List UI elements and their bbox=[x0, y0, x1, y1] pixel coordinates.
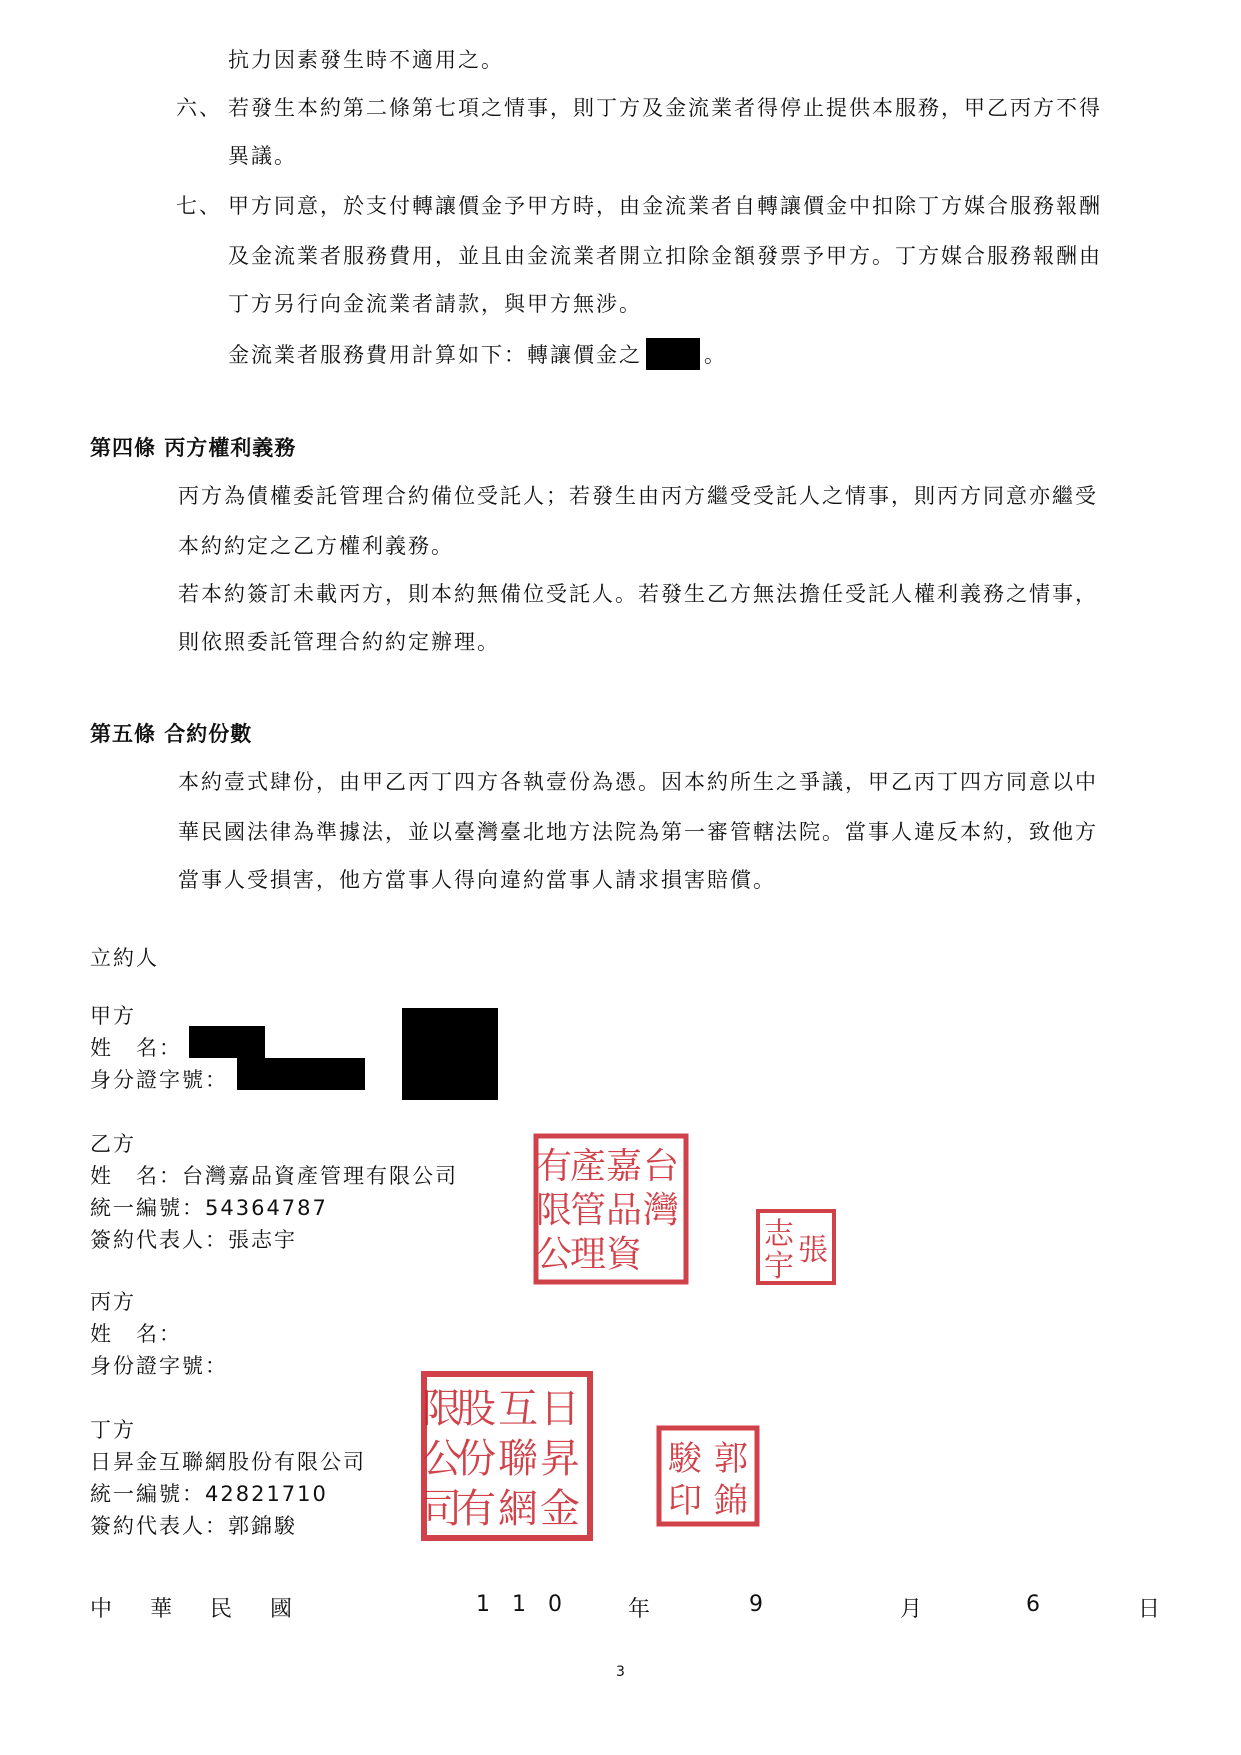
clause-line: 抗力因素發生時不適用之。 bbox=[228, 48, 504, 72]
article-5-line: 華民國法律為準據法，並以臺灣臺北地方法院為第一審管轄法院。當事人違反本約，致他方 bbox=[178, 820, 1098, 844]
party-b-company-seal-icon bbox=[532, 1132, 692, 1288]
svg-text:限: 限 bbox=[535, 1190, 573, 1231]
party-d-tax-id: 統一編號：42821710 bbox=[90, 1482, 328, 1506]
date-char: 中 bbox=[90, 1597, 113, 1622]
fee-line bbox=[228, 338, 727, 370]
svg-text:日: 日 bbox=[540, 1386, 580, 1432]
svg-text:資: 資 bbox=[605, 1234, 643, 1275]
party-c-id-label: 身份證字號： bbox=[90, 1354, 228, 1378]
date-day-label: 日 bbox=[1138, 1597, 1161, 1622]
svg-text:台: 台 bbox=[642, 1146, 680, 1187]
party-a-seal-redaction bbox=[402, 1008, 498, 1100]
date-month-label: 月 bbox=[900, 1597, 923, 1622]
svg-text:公: 公 bbox=[422, 1436, 462, 1482]
svg-text:有: 有 bbox=[456, 1486, 496, 1532]
article-4-line: 本約約定之乙方權利義務。 bbox=[178, 534, 454, 558]
svg-text:嘉: 嘉 bbox=[605, 1146, 643, 1187]
svg-text:灣: 灣 bbox=[642, 1190, 680, 1231]
svg-text:網: 網 bbox=[498, 1486, 538, 1532]
svg-text:產: 產 bbox=[569, 1146, 607, 1187]
date-char: 民 bbox=[210, 1597, 233, 1622]
article-4-line: 則依照委託管理合約約定辦理。 bbox=[178, 630, 500, 654]
party-a-id-label: 身分證字號： bbox=[90, 1068, 228, 1092]
party-d-company: 日昇金互聯網股份有限公司 bbox=[90, 1450, 366, 1474]
svg-text:駿: 駿 bbox=[668, 1439, 702, 1479]
article-5-line: 當事人受損害，他方當事人得向違約當事人請求損害賠償。 bbox=[178, 868, 776, 892]
svg-text:互: 互 bbox=[498, 1386, 538, 1432]
party-a-name-redaction bbox=[189, 1026, 265, 1058]
item-6-line: 若發生本約第二條第七項之情事，則丁方及金流業者得停止提供本服務，甲乙丙方不得 bbox=[228, 96, 1102, 120]
svg-text:理: 理 bbox=[569, 1234, 607, 1275]
svg-text:聯: 聯 bbox=[498, 1436, 538, 1482]
svg-text:份: 份 bbox=[456, 1436, 496, 1482]
svg-text:錦: 錦 bbox=[714, 1481, 748, 1521]
party-a-id-redaction bbox=[237, 1058, 365, 1090]
party-d-company-seal-icon bbox=[420, 1370, 596, 1544]
item-7-line: 甲方同意，於支付轉讓價金予甲方時，由金流業者自轉讓價金中扣除丁方媒合服務報酬 bbox=[228, 194, 1102, 218]
party-d-label: 丁方 bbox=[90, 1418, 136, 1442]
date-year-digit: 0 bbox=[548, 1592, 562, 1617]
svg-text:志: 志 bbox=[764, 1217, 794, 1252]
svg-text:張: 張 bbox=[798, 1233, 828, 1268]
date-year-label: 年 bbox=[628, 1597, 651, 1622]
date-year-digit: 1 bbox=[512, 1592, 526, 1617]
article-4-line: 若本約簽訂未載丙方，則本約無備位受託人。若發生乙方無法擔任受託人權利義務之情事， bbox=[178, 582, 1098, 606]
page-number: 3 bbox=[616, 1664, 625, 1680]
item-6-marker: 六、 bbox=[176, 96, 222, 120]
svg-text:公: 公 bbox=[535, 1234, 573, 1275]
party-c-name-label: 姓 名： bbox=[90, 1322, 182, 1346]
svg-text:印: 印 bbox=[668, 1481, 702, 1521]
party-b-representative: 簽約代表人：張志宇 bbox=[90, 1228, 297, 1252]
svg-text:管: 管 bbox=[569, 1190, 607, 1231]
party-b-name: 姓 名：台灣嘉品資產管理有限公司 bbox=[90, 1164, 458, 1188]
party-d-rep-seal-icon bbox=[655, 1424, 761, 1528]
date-char: 華 bbox=[150, 1597, 173, 1622]
date-day: 6 bbox=[1026, 1592, 1040, 1617]
date-month: 9 bbox=[749, 1592, 763, 1617]
fee-line-suffix: 。 bbox=[704, 343, 727, 367]
date-char: 國 bbox=[270, 1597, 293, 1622]
party-b-rep-seal-icon bbox=[755, 1208, 837, 1286]
date-year-digit: 1 bbox=[476, 1592, 490, 1617]
article-4-line: 丙方為債權委託管理合約備位受託人；若發生由丙方繼受受託人之情事，則丙方同意亦繼受 bbox=[178, 484, 1098, 508]
party-a-name-label: 姓 名： bbox=[90, 1036, 182, 1060]
svg-text:郭: 郭 bbox=[714, 1439, 748, 1479]
svg-text:昇: 昇 bbox=[540, 1436, 580, 1482]
item-7-line: 丁方另行向金流業者請款，與甲方無涉。 bbox=[228, 292, 642, 316]
article-5-line: 本約壹式肆份，由甲乙丙丁四方各執壹份為憑。因本約所生之爭議，甲乙丙丁四方同意以中 bbox=[178, 770, 1098, 794]
item-6-line: 異議。 bbox=[228, 144, 297, 168]
svg-text:有: 有 bbox=[535, 1146, 573, 1187]
party-c-label: 丙方 bbox=[90, 1290, 136, 1314]
svg-text:股: 股 bbox=[456, 1386, 496, 1432]
item-7-marker: 七、 bbox=[176, 194, 222, 218]
signatories-title: 立約人 bbox=[90, 946, 159, 970]
item-7-line: 及金流業者服務費用，並且由金流業者開立扣除金額發票予甲方。丁方媒合服務報酬由 bbox=[228, 244, 1102, 268]
party-b-label: 乙方 bbox=[90, 1132, 136, 1156]
svg-text:限: 限 bbox=[422, 1386, 462, 1432]
party-a-label: 甲方 bbox=[90, 1004, 136, 1028]
svg-text:金: 金 bbox=[540, 1486, 580, 1532]
article-5-heading: 第五條 合約份數 bbox=[90, 722, 253, 746]
svg-text:宇: 宇 bbox=[764, 1249, 794, 1284]
party-b-tax-id: 統一編號：54364787 bbox=[90, 1196, 328, 1220]
svg-text:品: 品 bbox=[605, 1190, 643, 1231]
svg-text:司: 司 bbox=[422, 1486, 462, 1532]
party-d-representative: 簽約代表人：郭錦駿 bbox=[90, 1514, 297, 1538]
article-4-heading: 第四條 丙方權利義務 bbox=[90, 436, 297, 460]
fee-line-prefix: 金流業者服務費用計算如下：轉讓價金之 bbox=[228, 343, 642, 367]
fee-redaction bbox=[646, 338, 700, 370]
